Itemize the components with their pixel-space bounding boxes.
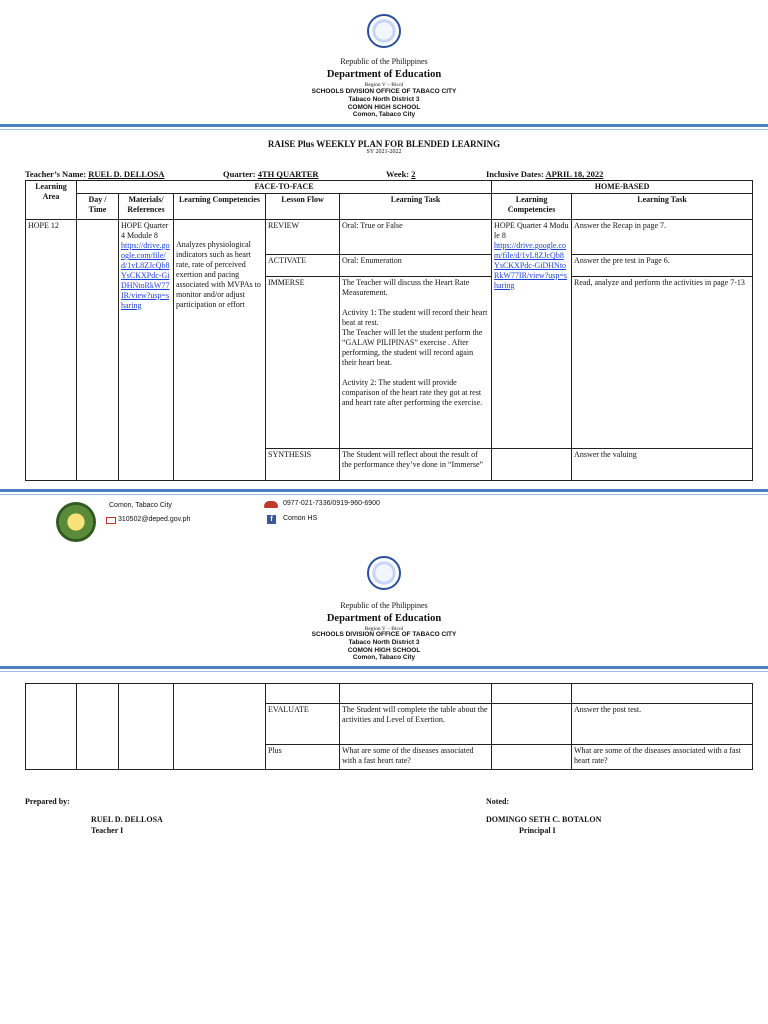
hb-materials-text: HOPE Quarter 4 Module 8 (494, 221, 569, 240)
deped-seal-icon-2 (367, 556, 401, 590)
day-time-cell (77, 220, 119, 481)
page-title: RAISE Plus WEEKLY PLAN FOR BLENDED LEARNING (267, 139, 501, 149)
cont-empty-task (340, 684, 492, 704)
flow-stage-evaluate: EVALUATE (266, 704, 340, 745)
quarter-value: 4TH QUARTER (257, 169, 319, 179)
learning-area-cell: HOPE 12 (26, 220, 77, 481)
quarter-label: Quarter: (223, 169, 256, 179)
hb-task-evaluate: Answer the post test. (572, 704, 753, 745)
district-text-2: Tabaco North District 3 (348, 639, 420, 646)
immerse-line-1: The Teacher will discuss the Heart Rate Measurement. (342, 278, 470, 297)
col-face-to-face: FACE-TO-FACE (77, 181, 492, 194)
week-label: Week: (386, 169, 410, 179)
cont-empty-flow (266, 684, 340, 704)
school-logo-icon (56, 502, 96, 542)
hb-materials-cell (492, 220, 572, 449)
footer-email[interactable]: 310502@deped.gov.ph (118, 516, 191, 523)
hb-materials-link[interactable]: https://drive.google.com/file/d/1vL8ZJcQb8YsCKXPdc-GiDHNtoRkW77IR/view?usp=sharing (494, 241, 567, 290)
teacher-label: Teacher’s Name: (25, 169, 87, 179)
noted-name: DOMINGO SETH C. BOTALON (486, 815, 602, 824)
flow-task-evaluate: The Student will complete the table about the activities and Level of Exertion. (340, 704, 492, 745)
col-hb-task: Learning Task (572, 194, 753, 220)
immerse-line-2: Activity 1: The student will record their heart beat at rest. (342, 308, 488, 327)
school-address-text-2: Comon, Tabaco City (352, 654, 416, 661)
col-hb-competencies: Learning Competencies (492, 194, 572, 220)
mail-icon (106, 517, 116, 524)
flow-stage-plus: Plus (266, 745, 340, 770)
prepared-by-title: Teacher I (91, 826, 124, 835)
col-materials: Materials/ References (119, 194, 174, 220)
dates-info (486, 169, 603, 179)
school-text: COMON HIGH SCHOOL (347, 104, 421, 111)
dates-label: Inclusive Dates: (486, 169, 544, 179)
flow-stage-activate: ACTIVATE (266, 255, 340, 277)
noted-label: Noted: (486, 797, 510, 806)
division-text: SCHOOLS DIVISION OFFICE OF TABACO CITY (311, 88, 457, 95)
flow-task-plus: What are some of the diseases associated with a fast heart rate? (340, 745, 492, 770)
header-rule-light-2 (0, 671, 768, 672)
republic-text-2: Republic of the Philippines (340, 601, 428, 610)
hb-task-immerse: Read, analyze and perform the activities in page 7-13 (572, 277, 753, 449)
col-lesson-flow: Lesson Flow (266, 194, 340, 220)
district-text: Tabaco North District 3 (348, 96, 420, 103)
footer-phone: 0977-021-7336/0919-960-6900 (283, 500, 380, 507)
flow-task-synthesis: The Student will reflect about the result of the performance they’ve done in “Immerse” (340, 449, 492, 481)
hb-comp-evaluate (492, 704, 572, 745)
teacher-name: RUEL D. DELLOSA (88, 169, 165, 179)
immerse-line-4: Activity 2: The student will provide comparison of the heart rate they got at rest and heart rate after performing the exercise. (342, 378, 483, 407)
hb-task-synthesis: Answer the valuing (572, 449, 753, 481)
footer-address: Comon, Tabaco City (109, 502, 172, 509)
school-text-2: COMON HIGH SCHOOL (347, 647, 421, 654)
hb-comp-plus (492, 745, 572, 770)
immerse-line-3: The Teacher will let the student perform the “GALAW PILIPINAS” exercise . After performing, the student will record again their heart beat. (342, 328, 483, 367)
flow-stage-review: REVIEW (266, 220, 340, 255)
region-text-2: Region V – Bicol (364, 626, 404, 632)
header-rule-light (0, 129, 768, 130)
deped-seal-icon (367, 14, 401, 48)
competency-cell: Analyzes physiological indicators such as heart rate, rate of perceived exertion and pacing associated with MVPAs to monitor and/or adjust participation or effort (174, 220, 266, 481)
phone-icon (264, 501, 278, 508)
quarter-info (223, 169, 319, 179)
hb-comp-synthesis (492, 449, 572, 481)
region-text: Region V – Bicol (364, 82, 404, 88)
cont-competency-cell (174, 684, 266, 770)
teacher-info (25, 169, 165, 179)
flow-task-activate: Oral: Enumeration (340, 255, 492, 277)
hb-task-review: Answer the Recap in page 7. (572, 220, 753, 255)
flow-task-immerse (340, 277, 492, 449)
footer-facebook[interactable]: Comon HS (283, 515, 318, 522)
col-learning-task: Learning Task (340, 194, 492, 220)
cont-materials-cell (119, 684, 174, 770)
noted-title: Principal I (519, 826, 556, 835)
hb-task-plus: What are some of the diseases associated with a fast heart rate? (572, 745, 753, 770)
school-year: SY 2021-2022 (366, 149, 402, 155)
department-text: Department of Education (326, 69, 442, 80)
week-info (386, 169, 416, 179)
col-day-time: Day / Time (77, 194, 119, 220)
materials-cell (119, 220, 174, 481)
header-rule (0, 124, 768, 127)
hb-task-activate: Answer the pre test in Page 6. (572, 255, 753, 277)
footer-rule-light (0, 494, 768, 495)
header-rule-2 (0, 666, 768, 669)
republic-text: Republic of the Philippines (340, 57, 428, 66)
cont-area-cell (26, 684, 77, 770)
week-value: 2 (411, 169, 416, 179)
flow-stage-synthesis: SYNTHESIS (266, 449, 340, 481)
dates-value: APRIL 18, 2022 (545, 169, 604, 179)
materials-text: HOPE Quarter 4 Module 8 (121, 221, 169, 240)
weekly-plan-table (25, 180, 753, 481)
col-learning-area: Learning Area (26, 181, 77, 220)
weekly-plan-table-continued (25, 683, 753, 770)
cont-empty-hb-comp (492, 684, 572, 704)
col-home-based: HOME-BASED (492, 181, 753, 194)
prepared-by-label: Prepared by: (25, 797, 70, 806)
school-address-text: Comon, Tabaco City (352, 111, 416, 118)
cont-day-cell (77, 684, 119, 770)
facebook-icon: f (267, 515, 276, 524)
footer-rule (0, 489, 768, 492)
division-text-2: SCHOOLS DIVISION OFFICE OF TABACO CITY (311, 631, 457, 638)
flow-task-review: Oral: True or False (340, 220, 492, 255)
cont-empty-hb-task (572, 684, 753, 704)
col-competencies: Learning Competencies (174, 194, 266, 220)
prepared-by-name: RUEL D. DELLOSA (91, 815, 163, 824)
department-text-2: Department of Education (326, 613, 442, 624)
flow-stage-immerse: IMMERSE (266, 277, 340, 449)
materials-link[interactable]: https://drive.google.com/file/d/1vL8ZJcQb8YsCKXPdc-GiDHNtoRkW77IR/view?usp=sharing (121, 241, 170, 310)
